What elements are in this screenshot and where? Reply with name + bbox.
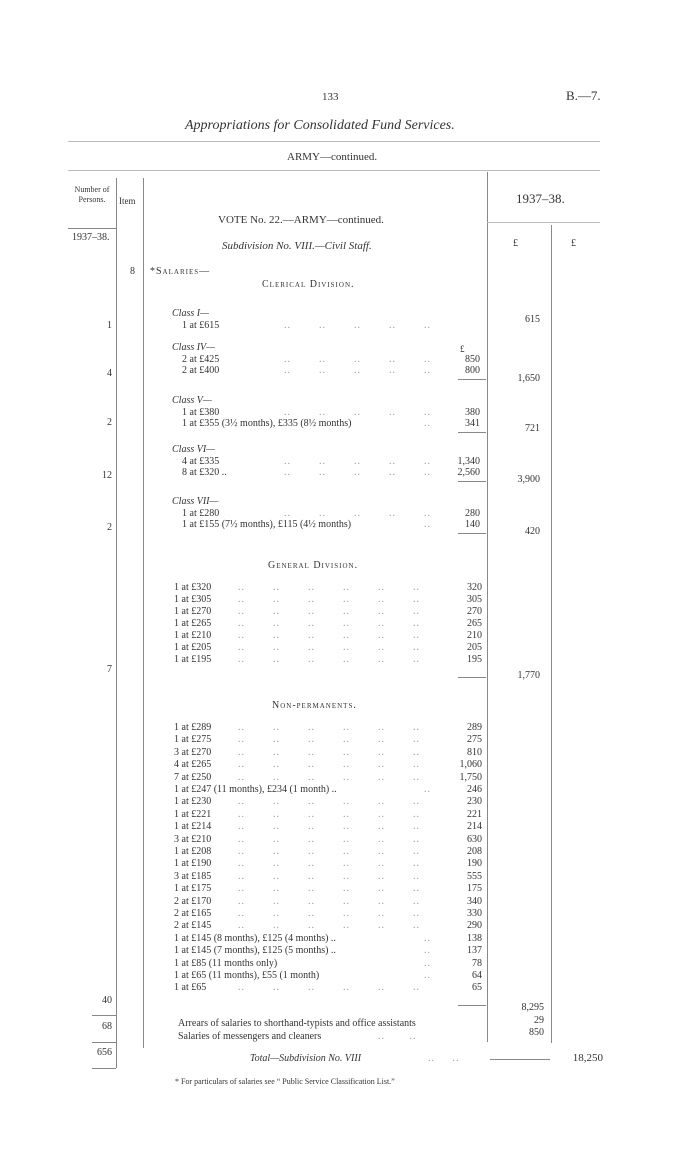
subtotal-rule: [458, 432, 486, 433]
class-row-amount: 341: [465, 418, 480, 429]
leader-dots: .. .. .. .. .. ..: [238, 746, 420, 758]
nonperm-row-label: 3 at £185: [174, 870, 212, 882]
class-row-amount: 850: [465, 354, 480, 365]
nonperm-row-amount: 289: [467, 722, 482, 733]
class-row-amount: 280: [465, 508, 480, 519]
nonperm-row-amount: 78: [472, 957, 482, 969]
messengers-label: Salaries of messengers and cleaners: [178, 1031, 322, 1042]
persons-year: 1937–38.: [72, 232, 110, 243]
leader-dots: .. .. .. .. ..: [284, 365, 431, 376]
general-row-amount: 305: [467, 594, 482, 605]
class-row-amount: 1,340: [457, 456, 480, 467]
nonperm-persons: 40: [102, 995, 112, 1006]
class-row-amount: 380: [465, 407, 480, 418]
nonperm-row-label: 1 at £230: [174, 796, 212, 808]
leader-dots: .. .. .. .. .. ..: [238, 883, 420, 895]
class-pound-sign: £: [460, 344, 465, 354]
nonperm-row-label: 1 at £175: [174, 883, 212, 895]
general-row-amount: 270: [467, 606, 482, 617]
persons-header-rule: [68, 228, 116, 229]
nonperm-row-amount: 137: [467, 945, 482, 957]
general-row-amount: 210: [467, 630, 482, 641]
class-row-label: 1 at £355 (3½ months), £335 (8½ months): [182, 418, 352, 429]
nonperm-total: 8,295: [521, 1002, 544, 1013]
general-row-label: 1 at £210: [174, 630, 212, 641]
arrears-amount: 29: [534, 1015, 544, 1026]
nonperm-row-label: 1 at £65: [174, 982, 207, 994]
total-leaders: .. ..: [428, 1053, 460, 1064]
general-row-amount: 320: [467, 582, 482, 593]
nonperm-row-amount: 246: [467, 784, 482, 795]
class-persons: 4: [107, 368, 112, 379]
leader-dots: .. .. .. .. ..: [284, 456, 431, 467]
general-subtotal-rule: [458, 677, 486, 678]
nonperm-row-label: 7 at £250: [174, 771, 212, 783]
total-amount: 18,250: [572, 1052, 603, 1064]
general-row-label: 1 at £320: [174, 582, 212, 593]
nonperm-row-label: 1 at £208: [174, 846, 212, 857]
page-number: 133: [322, 91, 339, 103]
nonperm-row-label: 3 at £270: [174, 746, 212, 758]
salaries-heading: *Salaries—: [150, 266, 211, 277]
general-row-amount: 195: [467, 654, 482, 665]
total-label: Total—Subdivision No. VIII: [250, 1053, 362, 1064]
general-total: 1,770: [517, 670, 540, 681]
arrears-label: Arrears of salaries to shorthand-typists and office assistants: [178, 1018, 416, 1029]
leader-dots: ..: [424, 932, 431, 944]
class-title: Class VI—: [172, 444, 216, 455]
arrears-persons: 68: [102, 1021, 112, 1032]
persons-rule-1: [92, 1015, 116, 1016]
total-persons: 656: [97, 1047, 112, 1058]
leader-dots: .. .. .. .. .. ..: [238, 594, 420, 605]
class-persons: 12: [102, 470, 112, 481]
nonperm-row-amount: 175: [467, 883, 482, 895]
class-row-label: 1 at £280: [182, 508, 220, 519]
leader-dots: .. .. .. .. .. ..: [238, 908, 420, 919]
col-line-amount: [487, 172, 488, 1042]
nonperm-row-amount: 208: [467, 846, 482, 857]
pound-sign-total: £: [571, 238, 576, 249]
subtotal-rule: [458, 379, 486, 380]
col-line-total: [551, 225, 552, 1043]
item-column-header: Item: [119, 196, 136, 206]
general-row-label: 1 at £305: [174, 594, 212, 605]
general-row-label: 1 at £265: [174, 618, 212, 629]
class-row-amount: 800: [465, 365, 480, 376]
class-row-label: 1 at £615: [182, 320, 220, 331]
nonperm-row-label: 1 at £275: [174, 734, 212, 746]
leader-dots: .. .. .. .. .. ..: [238, 920, 420, 932]
class-persons: 1: [107, 320, 112, 331]
class-row-amount: 2,560: [457, 467, 480, 478]
class-total: 1,650: [517, 373, 540, 384]
nonperm-row-amount: 190: [467, 858, 482, 870]
footnote: * For particulars of salaries see “ Public Service Classification List.”: [175, 1077, 395, 1086]
pound-sign-amount: £: [513, 238, 518, 249]
leader-dots: .. .. .. .. .. ..: [238, 759, 420, 771]
class-row-label: 1 at £380: [182, 407, 220, 418]
class-title: Class VII—: [172, 496, 219, 507]
leader-dots: .. .. .. .. .. ..: [238, 654, 420, 665]
subdivision-heading: Subdivision No. VIII.—Civil Staff.: [222, 240, 372, 252]
class-row-amount: 140: [465, 519, 480, 530]
class-persons: 2: [107, 417, 112, 428]
leader-dots: .. .. .. .. ..: [284, 508, 431, 519]
nonperm-row-amount: 330: [467, 908, 482, 919]
nonperm-row-label: 4 at £265: [174, 759, 212, 771]
general-row-amount: 265: [467, 618, 482, 629]
title-rule: [68, 141, 600, 142]
nonperm-row-amount: 1,750: [459, 771, 482, 783]
class-title: Class V—: [172, 395, 212, 406]
class-row-label: 8 at £320 ..: [182, 467, 227, 478]
nonperm-row-label: 2 at £165: [174, 908, 212, 919]
general-row-label: 1 at £270: [174, 606, 212, 617]
nonperm-row-amount: 221: [467, 808, 482, 820]
leader-dots: .. .. .. .. .. ..: [238, 895, 420, 907]
page-title: Appropriations for Consolidated Fund Services.: [185, 118, 455, 133]
general-row-label: 1 at £195: [174, 654, 212, 665]
nonperm-row-label: 1 at £145 (7 months), £125 (5 months) ..: [174, 945, 336, 957]
leader-dots: .. .. .. .. .. ..: [238, 846, 420, 857]
leader-dots: .. .. .. .. ..: [284, 354, 431, 365]
leader-dots: ..: [424, 519, 431, 530]
leader-dots: .. .. .. .. ..: [284, 407, 431, 418]
general-persons: 7: [107, 664, 112, 675]
nonperm-row-label: 2 at £170: [174, 895, 212, 907]
nonperm-row-amount: 1,060: [459, 759, 482, 771]
nonperm-row-label: 1 at £190: [174, 858, 212, 870]
nonperm-row-amount: 214: [467, 821, 482, 833]
nonperm-row-amount: 630: [467, 833, 482, 845]
general-division-heading: General Division.: [268, 560, 359, 571]
leader-dots: .. .. .. .. .. ..: [238, 722, 420, 733]
leader-dots: .. .. .. .. .. ..: [238, 734, 420, 746]
nonperm-row-amount: 555: [467, 870, 482, 882]
leader-dots: .. .. .. .. .. ..: [238, 582, 420, 593]
nonperm-row-amount: 290: [467, 920, 482, 932]
non-permanents-heading: Non-permanents.: [272, 700, 357, 711]
general-row-label: 1 at £205: [174, 642, 212, 653]
subtitle-rule: [68, 170, 600, 171]
leader-dots: ..: [424, 784, 431, 795]
leader-dots: .. .. .. .. .. ..: [238, 630, 420, 641]
leader-dots: .. .. .. .. .. ..: [238, 821, 420, 833]
vote-heading: VOTE No. 22.—ARMY—continued.: [218, 214, 384, 226]
persons-column-header: Number of Persons.: [74, 185, 110, 204]
nonperm-row-label: 1 at £145 (8 months), £125 (4 months) ..: [174, 932, 336, 944]
item-number: 8: [130, 266, 135, 277]
col-line-persons: [116, 178, 117, 1068]
subtotal-rule: [458, 533, 486, 534]
leader-dots: .. .. .. .. .. ..: [238, 982, 420, 994]
col-line-item: [143, 178, 144, 1048]
class-total: 615: [525, 314, 540, 325]
class-total: 721: [525, 423, 540, 434]
messengers-amount: 850: [529, 1027, 544, 1038]
nonperm-row-label: 1 at £65 (11 months), £55 (1 month): [174, 970, 320, 981]
leader-dots: .. .. .. .. .. ..: [238, 833, 420, 845]
page-subtitle: ARMY—continued.: [287, 151, 378, 163]
nonperm-row-label: 3 at £210: [174, 833, 212, 845]
subtotal-rule: [458, 481, 486, 482]
leader-dots: .. .. .. .. .. ..: [238, 858, 420, 870]
year-header-rule: [487, 222, 600, 223]
class-row-label: 2 at £425: [182, 354, 220, 365]
nonperm-row-label: 1 at £85 (11 months only): [174, 957, 278, 969]
nonperm-subtotal-rule: [458, 1005, 486, 1006]
leader-dots: .. .. .. .. .. ..: [238, 808, 420, 820]
nonperm-row-label: 1 at £214: [174, 821, 212, 833]
page-ref: B.—7.: [566, 88, 601, 103]
leader-dots: .. .. .. .. .. ..: [238, 618, 420, 629]
nonperm-row-label: 1 at £221: [174, 808, 212, 820]
leader-dots: .. .. .. .. ..: [284, 467, 431, 478]
leader-dots: .. .. .. .. .. ..: [238, 870, 420, 882]
class-total: 3,900: [517, 474, 540, 485]
persons-rule-2: [92, 1042, 116, 1043]
general-row-amount: 205: [467, 642, 482, 653]
nonperm-row-amount: 275: [467, 734, 482, 746]
nonperm-row-amount: 65: [472, 982, 482, 994]
class-row-label: 4 at £335: [182, 456, 220, 467]
messengers-leaders: .. ..: [378, 1031, 417, 1042]
class-title: Class I—: [172, 308, 209, 319]
persons-rule-3: [92, 1068, 116, 1069]
nonperm-row-amount: 138: [467, 932, 482, 944]
nonperm-row-label: 1 at £247 (11 months), £234 (1 month) ..: [174, 784, 337, 795]
class-row-label: 2 at £400: [182, 365, 220, 376]
leader-dots: .. .. .. .. .. ..: [238, 606, 420, 617]
nonperm-row-amount: 64: [472, 970, 482, 981]
nonperm-row-label: 2 at £145: [174, 920, 212, 932]
leader-dots: .. .. .. .. .. ..: [238, 771, 420, 783]
leader-dots: ..: [424, 957, 431, 969]
year-header: 1937–38.: [516, 191, 565, 206]
class-persons: 2: [107, 522, 112, 533]
class-title: Class IV—: [172, 342, 216, 353]
leader-dots: .. .. .. .. .. ..: [238, 642, 420, 653]
clerical-division-heading: Clerical Division.: [262, 279, 355, 290]
leader-dots: ..: [424, 970, 431, 981]
class-total: 420: [525, 526, 540, 537]
leader-dots: .. .. .. .. .. ..: [238, 796, 420, 808]
class-row-label: 1 at £155 (7½ months), £115 (4½ months): [182, 519, 352, 530]
total-rule: [490, 1059, 550, 1060]
nonperm-row-amount: 340: [467, 895, 482, 907]
leader-dots: ..: [424, 418, 431, 429]
leader-dots: .. .. .. .. ..: [284, 320, 431, 331]
leader-dots: ..: [424, 945, 431, 957]
nonperm-row-amount: 230: [467, 796, 482, 808]
nonperm-row-amount: 810: [467, 746, 482, 758]
nonperm-row-label: 1 at £289: [174, 722, 212, 733]
